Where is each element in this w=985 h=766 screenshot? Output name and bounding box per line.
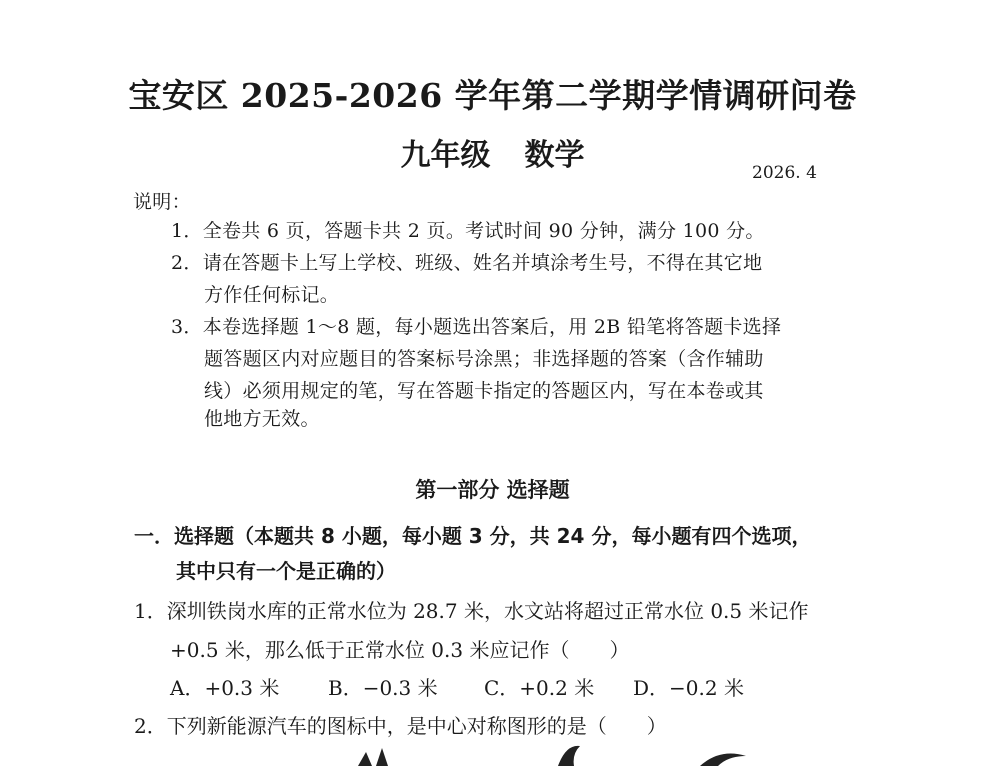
part-heading-cont: 其中只有一个是正确的） [176,559,396,583]
instruction-3: 3．本卷选择题 1～8 题，每小题选出答案后，用 2B 铅笔将答题卡选择 [171,316,782,338]
car-logo-a [358,748,388,766]
instruction-3-cont-3: 他地方无效。 [204,408,320,430]
question-1-cont: +0.5 米，那么低于正常水位 0.3 米应记作（ ） [170,638,630,662]
instruction-1: 1．全卷共 6 页，答题卡共 2 页。考试时间 90 分钟，满分 100 分。 [171,220,765,242]
question-1-option-c: C．+0.2 米 [484,676,595,700]
exam-subtitle [0,130,985,174]
question-1-option-a: A．+0.3 米 [170,676,280,700]
instruction-3-cont-2: 线）必须用规定的笔，写在答题卡指定的答题区内，写在本卷或其 [204,380,764,402]
question-1-option-b: B．−0.3 米 [328,676,438,700]
car-logo-c [558,746,580,766]
part-heading: 一．选择题（本题共 8 小题，每小题 3 分，共 24 分，每小题有四个选项， [134,524,812,548]
grade-label: 九年级 [400,138,491,173]
exam-title: 宝安区 2025-2026 学年第二学期学情调研问卷 [128,76,857,115]
exam-date: 2026. 4 [752,163,817,183]
instructions-label: 说明： [133,191,191,213]
section-title: 第一部分 选择题 [415,478,570,502]
instruction-3-cont-1: 题答题区内对应题目的答案标号涂黑；非选择题的答案（含作辅助 [204,348,764,370]
car-logo-d [700,754,746,766]
instruction-2-cont: 方作任何标记。 [204,284,340,306]
car-logo-figures [300,742,800,766]
question-1-option-d: D．−0.2 米 [633,676,744,700]
subject-label: 数学 [524,138,585,173]
question-1: 1．深圳铁岗水库的正常水位为 28.7 米，水文站将超过正常水位 0.5 米记作 [134,599,809,623]
instruction-2: 2．请在答题卡上写上学校、班级、姓名并填涂考生号，不得在其它地 [171,252,763,274]
question-2: 2．下列新能源汽车的图标中，是中心对称图形的是（ ） [134,714,667,738]
